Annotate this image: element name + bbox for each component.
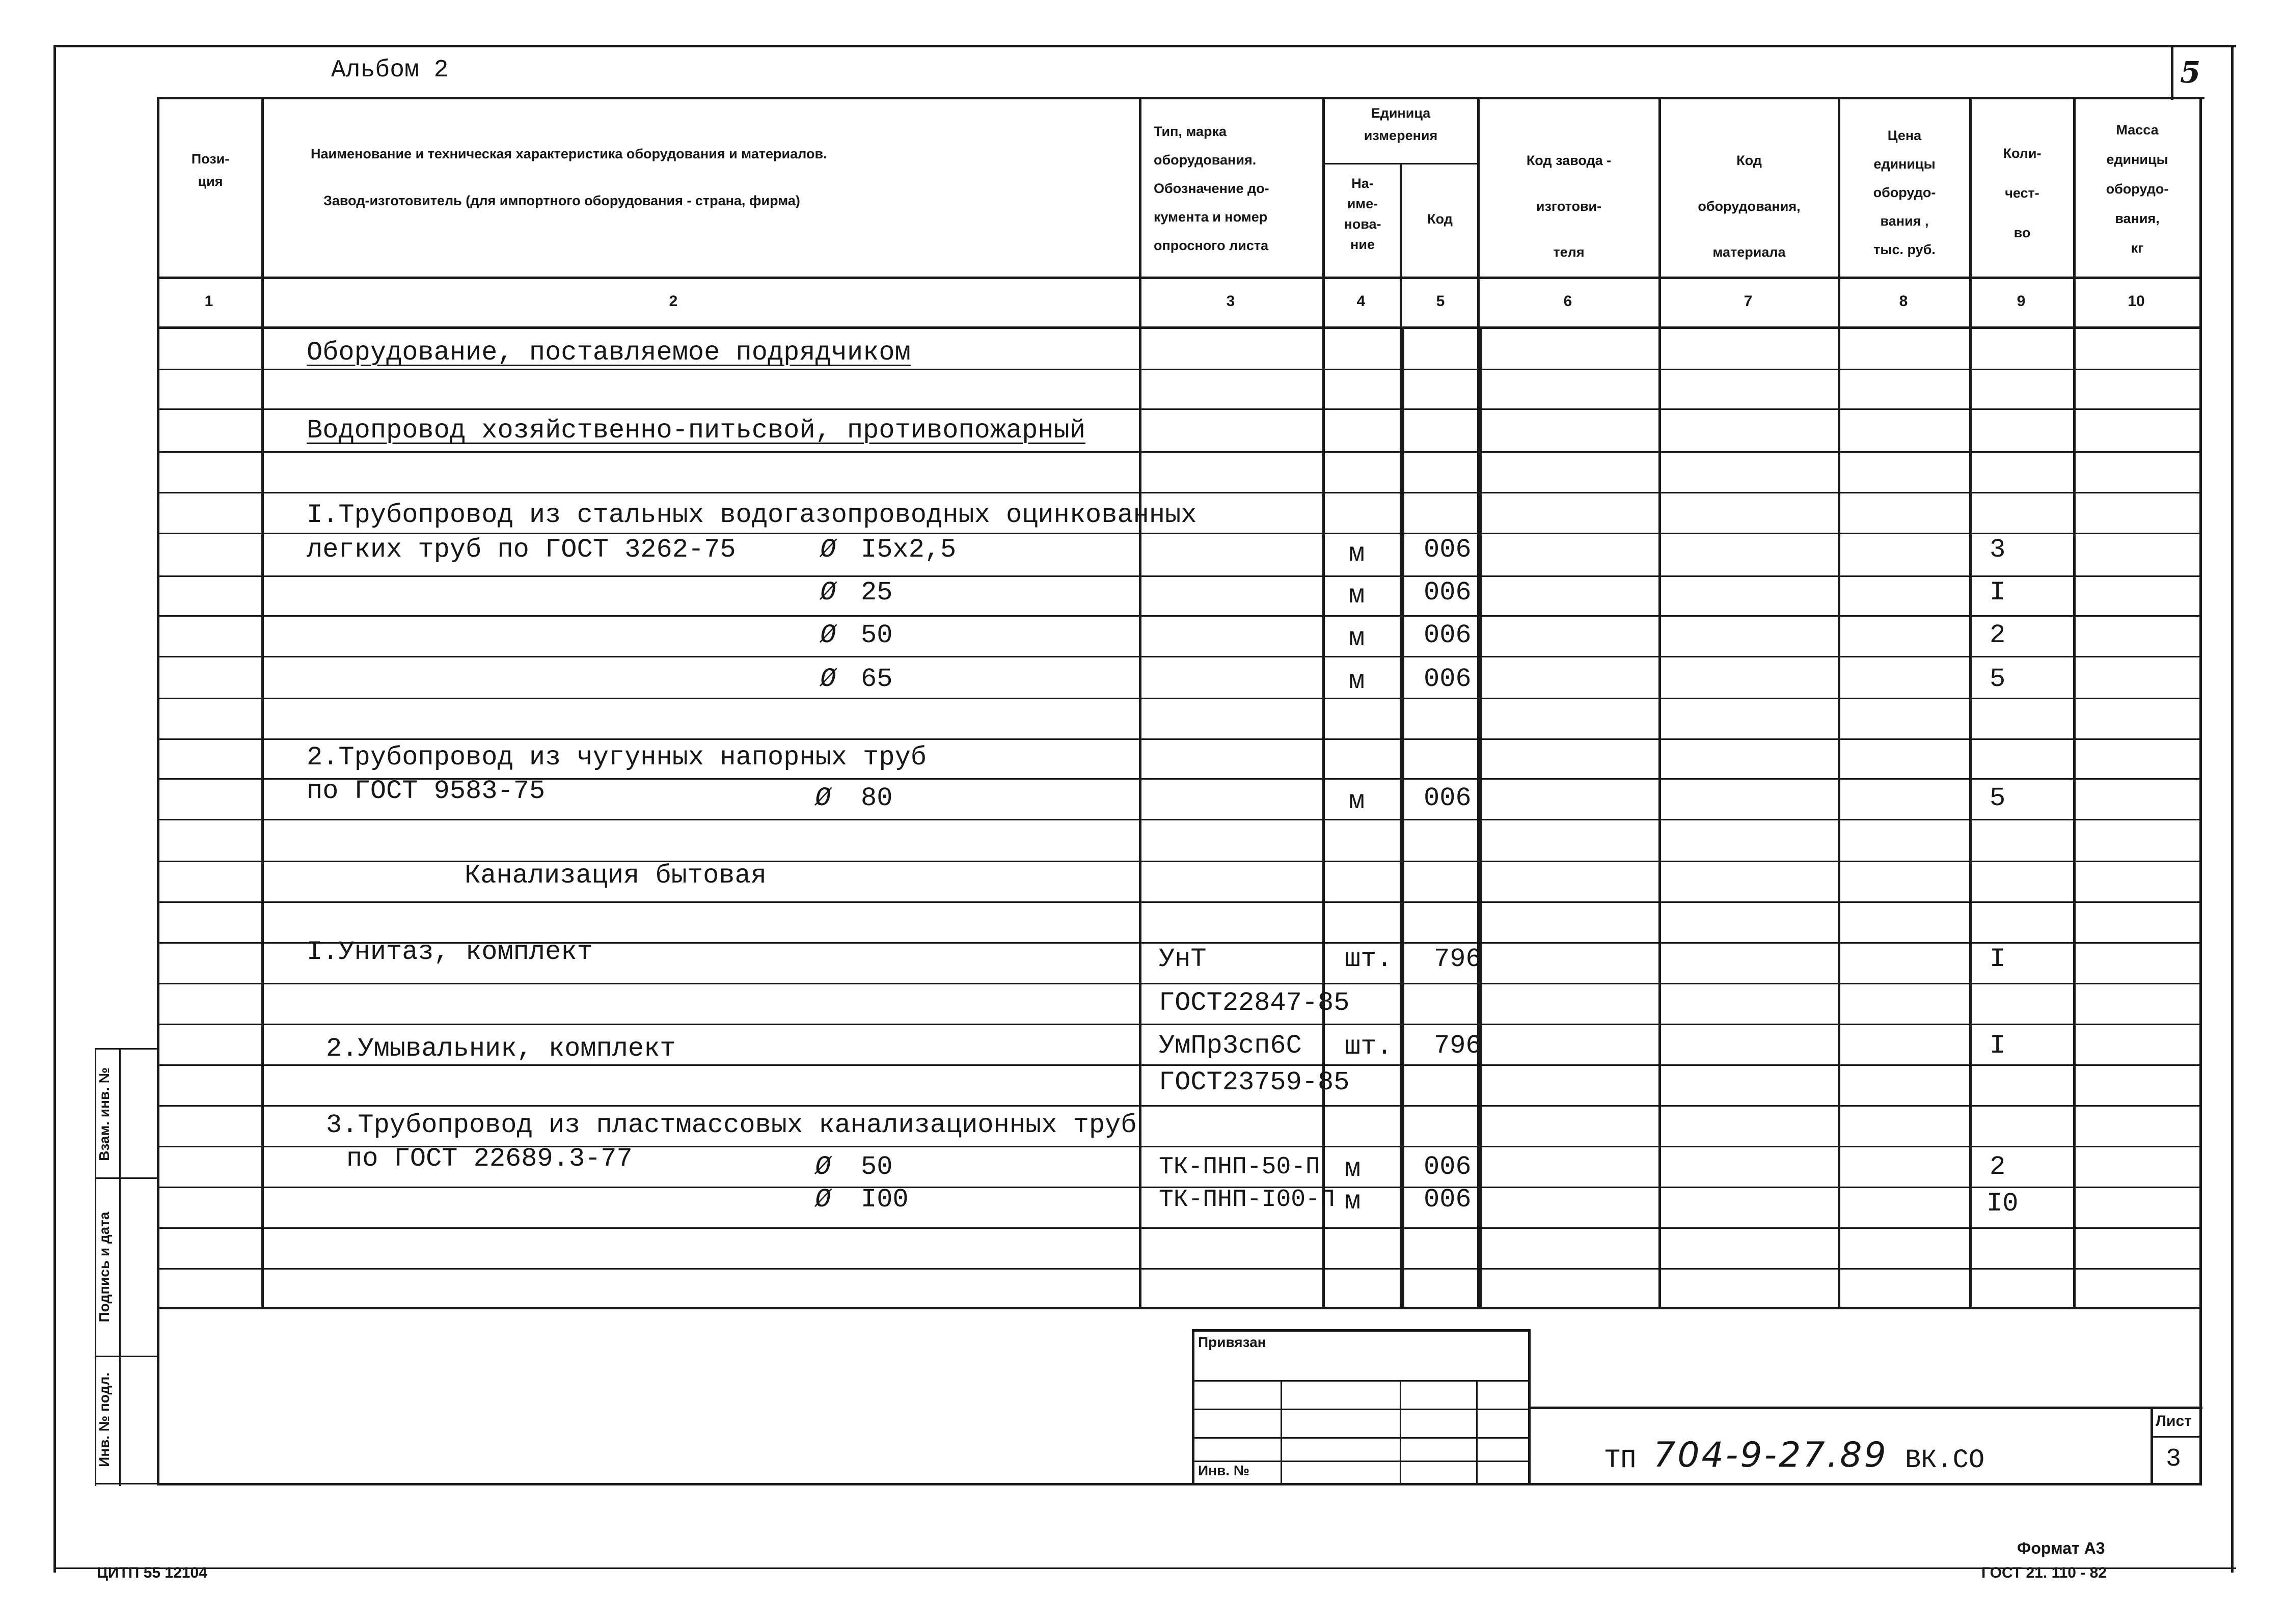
doc-number: 704-9-27.89 [1653,1435,1888,1475]
row-line [157,492,2202,493]
frame-bottom-line [53,1567,2236,1569]
stamp-col-line [1476,1380,1478,1484]
colnum-1: 1 [204,293,213,310]
col-line-2 [1139,97,1141,1309]
pipe-size: 25 [861,577,893,608]
frame-left-line [53,45,56,1573]
colnum-5: 5 [1436,293,1445,310]
colnum-bottom-line [157,326,2202,329]
quantity: 5 [1990,664,2006,694]
row-line [157,819,2202,820]
stamp-col-line [1400,1380,1401,1484]
item-pipe-type: ТК-ПНП-I00-П [1159,1186,1335,1214]
pipe-size: 50 [861,1152,893,1182]
stamp-row-line [1192,1461,1530,1462]
corner-page-number: 5 [2180,55,2201,90]
colnum-9: 9 [2017,293,2026,310]
colnum-6: 6 [1563,293,1572,310]
table-top-line [157,97,2205,99]
diameter-icon: Ø [820,664,836,694]
hdr-maker: Завод-изготовитель (для импортного оборудования - страна, фирма) [323,193,800,208]
row-line [157,983,2202,984]
table-right-line [2199,97,2202,1484]
row-line [157,451,2202,453]
row-line [157,698,2202,699]
side-stamp-line [95,1048,157,1050]
pipe-size: I00 [861,1185,909,1215]
quantity: 5 [1990,783,2006,813]
table-bottom-line [157,1483,2202,1485]
footer-format: Формат А3 [2017,1539,2105,1557]
item-toilet-type: УнТ [1159,944,1207,974]
stamp-row-line [1192,1437,1530,1439]
quantity: I [1990,577,2006,608]
hdr-unit-code: Код [1427,211,1453,227]
unit-code: 006 [1424,620,1472,650]
diameter-icon: Ø [815,1185,831,1215]
sheet-box-mid [2151,1436,2201,1438]
hdr-unit-name: На- име- нова- ние [1344,176,1381,252]
corner-box-line [2171,45,2173,100]
diameter-icon: Ø [820,620,836,650]
hdr-unit: Единица измерения [1364,105,1438,143]
row-line [157,1268,2202,1270]
row-line [157,1105,2202,1107]
hdr-factory-code: Код завода - изготови- теля [1526,153,1612,260]
unit-name: м [1349,623,1365,653]
hdr-type: Тип, марка оборудования. Обозначение до- кумента и номер опросного листа [1154,124,1269,253]
hdr-name: Наименование и техническая характеристика оборудования и материалов. [311,146,827,161]
unit-code: 796 [1434,1031,1482,1061]
item-toilet-name: I.Унитаз, комплект [307,937,593,967]
unit-name: м [1349,666,1365,696]
unit-code: 006 [1424,783,1472,813]
section-title-water: Водопровод хозяйственно-питьсвой, противопожарный [307,416,1086,446]
stamp-row-line [1192,1380,1530,1382]
row-line [157,615,2202,617]
row-line [157,1064,2202,1066]
stamp-row-line [1192,1409,1530,1410]
quantity: I0 [1986,1189,2019,1219]
hdr-mass: Масса единицы оборудо- вания, кг [2106,122,2169,256]
frame-right-line [2231,45,2234,1573]
col-line-7 [1838,97,1840,1309]
hdr-equip-code: Код оборудования, материала [1698,153,1801,260]
item-1-name: I.Трубопровод из стальных водогазопроводных оцинкованных [307,500,1197,530]
doc-block-top-line [1530,1407,2202,1409]
row-line [157,533,2202,534]
item-3-name-cont: по ГОСТ 22689.3-77 [346,1144,633,1174]
col-line-9 [2073,97,2076,1309]
unit-code: 006 [1424,577,1472,608]
colnum-3: 3 [1226,293,1235,310]
colnum-8: 8 [1899,293,1908,310]
row-line [157,901,2202,903]
album-title: Альбом 2 [331,57,449,84]
row-line [157,575,2202,577]
side-stamp-original-inv: Инв. № подл. [96,1372,112,1467]
unit-name: шт. [1345,1032,1393,1062]
item-3-name: 3.Трубопровод из пластмассовых канализационных труб [326,1110,1137,1140]
row-line [157,369,2202,370]
unit-name: м [1349,581,1365,611]
unit-code: 006 [1424,535,1472,565]
side-stamp-mid-line [119,1048,121,1486]
row-line [157,408,2202,410]
row-line [157,656,2202,657]
section-title-sewer: Канализация бытовая [465,861,767,891]
item-pipe-type: ТК-ПНП-50-П [1159,1153,1320,1181]
unit-code: 796 [1434,944,1482,974]
quantity: 2 [1990,620,2006,650]
quantity: 3 [1990,535,2006,565]
unit-subheader-line [1322,163,1478,164]
stamp-inv: Инв. № [1198,1463,1250,1478]
item-2-name-cont: по ГОСТ 9583-75 [307,776,546,806]
col-line-1 [261,97,264,1309]
item-1-name-cont: легких труб по ГОСТ 3262-75 [307,535,736,565]
colnum-2: 2 [669,293,678,310]
table-left-line [157,97,159,1484]
quantity: I [1990,944,2006,974]
colnum-7: 7 [1744,293,1753,310]
diameter-icon: Ø [815,1152,831,1182]
unit-code: 006 [1424,1152,1472,1182]
pipe-size: 80 [861,783,893,813]
doc-prefix: ТП [1604,1445,1637,1475]
pipe-size: I5x2,5 [861,535,957,565]
body-bottom-line [157,1307,2202,1309]
side-stamp-signature-date: Подпись и дата [96,1212,112,1323]
unit-name: м [1345,1154,1361,1184]
item-toilet-gost: ГОСТ22847-85 [1159,988,1350,1018]
unit-name: шт. [1345,944,1393,974]
row-line [157,861,2202,862]
sheet-box-left [2151,1407,2153,1484]
row-line [157,738,2202,740]
diameter-icon: Ø [820,577,836,608]
colnum-10: 10 [2128,293,2145,310]
pipe-size: 50 [861,620,893,650]
diameter-icon: Ø [815,783,831,813]
section-title-contractor: Оборудование, поставляемое подрядчиком [307,338,911,368]
hdr-pos: Пози- ция [191,151,230,189]
col-line-8 [1969,97,1972,1309]
row-line [157,1024,2202,1025]
unit-name: м [1345,1187,1361,1217]
row-line [157,1227,2202,1229]
unit-code: 006 [1424,664,1472,694]
frame-top-line [53,45,2236,47]
item-basin-name: 2.Умывальник, комплект [326,1034,676,1064]
hdr-price: Цена единицы оборудо- вания , тыс. руб. [1873,128,1936,257]
quantity: 2 [1990,1152,2006,1182]
unit-code: 006 [1424,1185,1472,1215]
col-line-6 [1658,97,1661,1309]
header-bottom-line [157,277,2202,279]
doc-suffix: ВК.СО [1905,1445,1985,1475]
item-2-name: 2.Трубопровод из чугунных напорных труб [307,742,927,773]
stamp-col-line [1281,1380,1282,1484]
hdr-qty: Коли- чест- во [2003,146,2042,240]
item-basin-gost: ГОСТ23759-85 [1159,1067,1350,1097]
footer-code: ЦИТП 55 12104 [97,1564,207,1581]
unit-name: м [1349,539,1365,569]
side-stamp-replacement: Взам. инв. № [96,1067,112,1161]
footer-gost: ГОСТ 21. 110 - 82 [1981,1564,2107,1581]
col-line-3 [1322,97,1325,1309]
sheet-number: 3 [2166,1445,2182,1474]
diameter-icon: Ø [820,535,836,565]
stamp-top-line [1192,1329,1530,1332]
quantity: I [1990,1031,2006,1061]
sheet-label: Лист [2156,1413,2192,1429]
colnum-4: 4 [1356,293,1366,310]
stamp-privyazan: Привязан [1198,1334,1266,1350]
item-basin-type: УмПр3сп6С [1159,1031,1302,1061]
pipe-size: 65 [861,664,893,694]
unit-name: м [1349,786,1365,816]
